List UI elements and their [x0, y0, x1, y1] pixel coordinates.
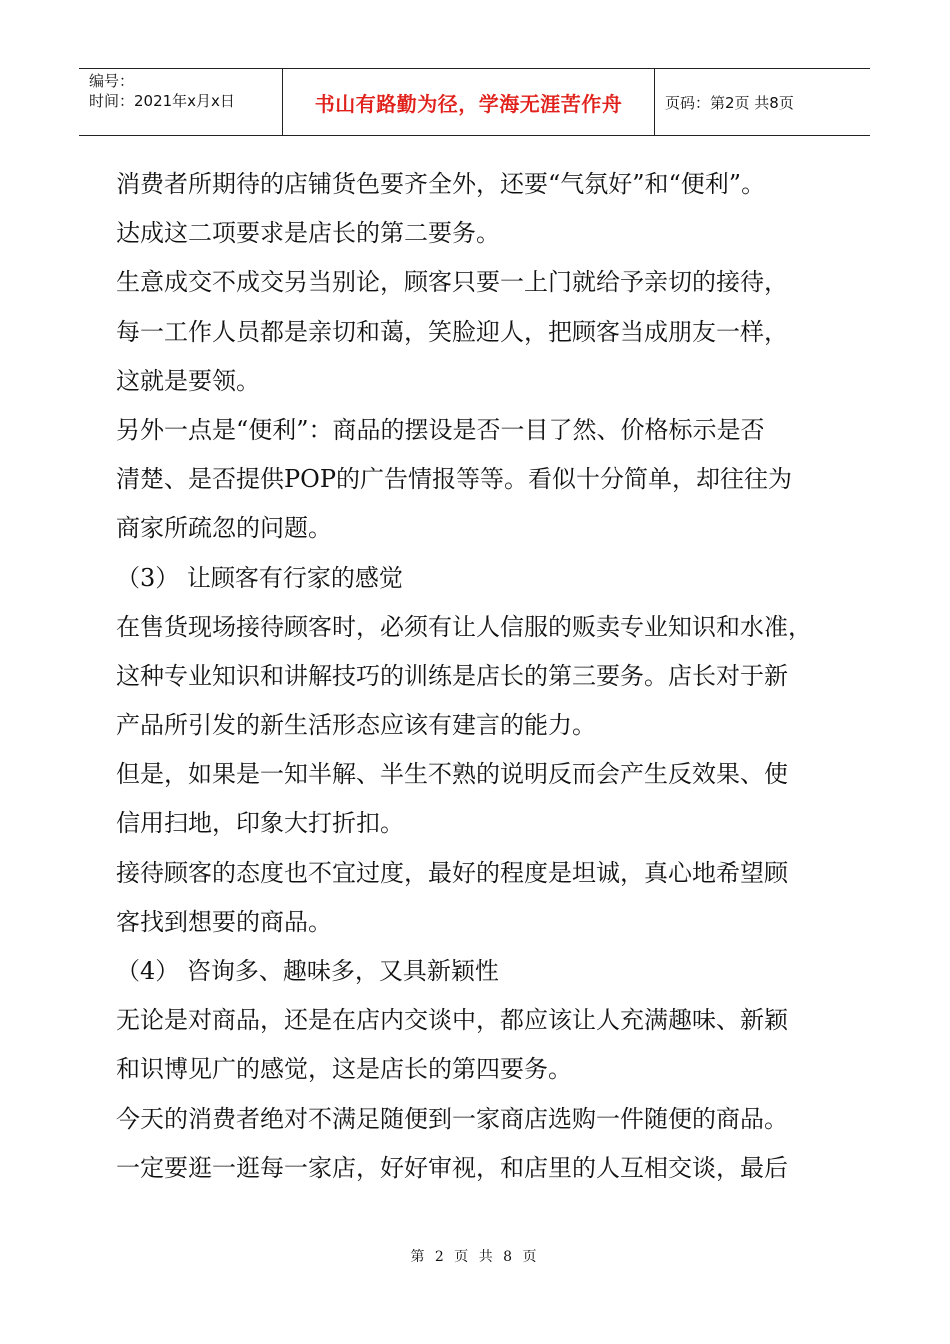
body-line: 商家所疏忽的问题。	[116, 514, 332, 543]
body-line: 消费者所期待的店铺货色要齐全外，还要“气氛好”和“便利”。	[116, 170, 766, 198]
body-line: 信用扫地，印象大打折扣。	[116, 809, 404, 838]
body-line: 客找到想要的商品。	[116, 907, 332, 936]
body-line: 接待顾客的态度也不宜过度，最好的程度是坦诚，真心地希望顾	[116, 858, 788, 887]
page-header	[79, 68, 870, 136]
document-date: 时间：2021年x月x日	[89, 92, 235, 110]
body-line: 今天的消费者绝对不满足随便到一家商店选购一件随便的商品。	[116, 1104, 788, 1133]
header-motto: 书山有路勤为径，学海无涯苦作舟	[282, 69, 655, 135]
body-line: 一定要逛一逛每一家店，好好审视，和店里的人互相交谈，最后	[116, 1153, 788, 1182]
page-footer: 第 2 页 共 8 页	[410, 1249, 540, 1265]
body-line: 无论是对商品，还是在店内交谈中，都应该让人充满趣味、新颖	[116, 1006, 788, 1035]
body-line: 生意成交不成交另当别论，顾客只要一上门就给予亲切的接待，	[116, 268, 788, 297]
header-meta	[79, 69, 282, 135]
body-line: 另外一点是“便利”：商品的摆设是否一目了然、价格标示是否	[116, 415, 765, 444]
body-line: 产品所引发的新生活形态应该有建言的能力。	[116, 711, 596, 740]
body-line: 这种专业知识和讲解技巧的训练是店长的第三要务。店长对于新	[116, 661, 788, 690]
document-body	[116, 160, 836, 1193]
body-line: 达成这二项要求是店长的第二要务。	[116, 219, 500, 248]
body-line: 每一工作人员都是亲切和蔼，笑脸迎人，把顾客当成朋友一样，	[116, 317, 788, 346]
header-page-info: 页码：第2页 共8页	[665, 93, 794, 112]
body-line: 但是，如果是一知半解、半生不熟的说明反而会产生反效果、使	[116, 760, 788, 789]
document-number-label: 编号：	[89, 72, 135, 90]
body-line: （4） 咨询多、趣味多，又具新颖性	[116, 957, 499, 985]
body-line: 清楚、是否提供POP的广告情报等等。看似十分简单，却往往为	[116, 465, 792, 494]
body-line: 在售货现场接待顾客时，必须有让人信服的贩卖专业知识和水准，	[116, 612, 812, 641]
body-line: （3） 让顾客有行家的感觉	[116, 563, 403, 592]
body-line: 这就是要领。	[116, 366, 260, 395]
body-line: 和识博见广的感觉，这是店长的第四要务。	[116, 1055, 572, 1084]
